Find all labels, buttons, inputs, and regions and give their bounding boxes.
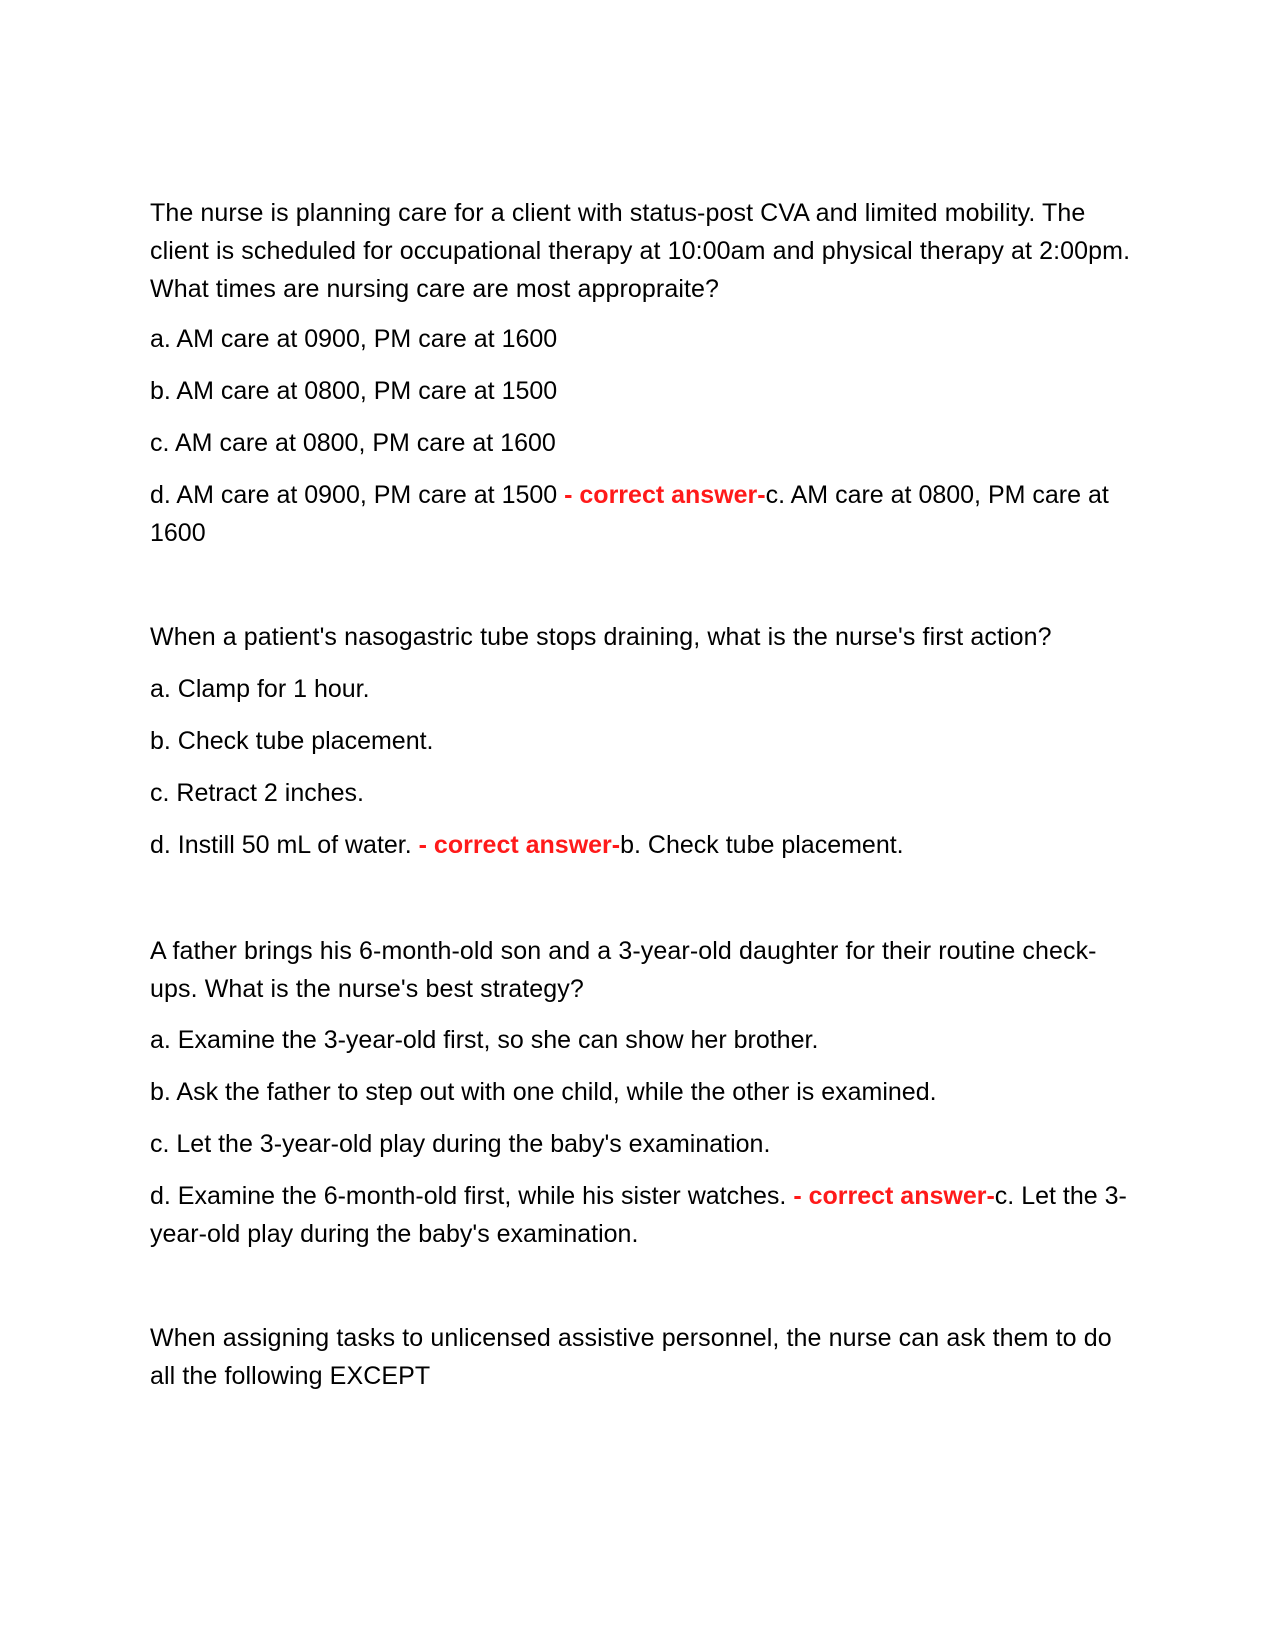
question-2-option-d-with-answer [150, 826, 1140, 864]
question-2-option-c: c. Retract 2 inches. [150, 779, 364, 807]
question-3-stem: A father brings his 6-month-old son and a 3-year-old daughter for their routine check-ups. What is the nurse's best strategy? [150, 937, 1097, 1003]
question-3-option-c: c. Let the 3-year-old play during the baby's examination. [150, 1130, 771, 1158]
question-1-stem: The nurse is planning care for a client with status-post CVA and limited mobility. The client is scheduled for occupational therapy at 10:00am and physical therapy at 2:00pm. What times are nursing care are most appropraite? [150, 199, 1131, 303]
question-4-stem: When assigning tasks to unlicensed assistive personnel, the nurse can ask them to do all the following EXCEPT [150, 1324, 1112, 1390]
question-3-answer: c. Let the 3-year-old play during the baby's examination. [150, 1182, 1127, 1248]
correct-answer-marker: - correct answer- [411, 831, 621, 859]
question-1-answer: c. AM care at 0800, PM care at 1600 [150, 481, 1109, 547]
question-2-answer: b. Check tube placement. [620, 831, 904, 859]
question-2-option-a: a. Clamp for 1 hour. [150, 675, 370, 703]
question-3-option-b: b. Ask the father to step out with one child, while the other is examined. [150, 1078, 937, 1106]
correct-answer-marker: - correct answer- [557, 481, 766, 509]
question-1-option-b: b. AM care at 0800, PM care at 1500 [150, 377, 558, 405]
question-2-option-b: b. Check tube placement. [150, 727, 434, 755]
question-2-stem: When a patient's nasogastric tube stops draining, what is the nurse's first action? [150, 623, 1052, 651]
question-3-option-a: a. Examine the 3-year-old first, so she can show her brother. [150, 1026, 819, 1054]
question-2-option-d: d. Instill 50 mL of water. [150, 831, 412, 859]
question-1-option-d-with-answer [150, 476, 1140, 552]
question-3-option-d-with-answer [150, 1177, 1140, 1253]
question-1-option-a: a. AM care at 0900, PM care at 1600 [150, 325, 558, 353]
question-1-option-c: c. AM care at 0800, PM care at 1600 [150, 429, 556, 457]
question-3-option-d: d. Examine the 6-month-old first, while his sister watches. [150, 1182, 787, 1210]
correct-answer-marker: - correct answer- [786, 1182, 995, 1210]
question-1-option-d: d. AM care at 0900, PM care at 1500 [150, 481, 558, 509]
